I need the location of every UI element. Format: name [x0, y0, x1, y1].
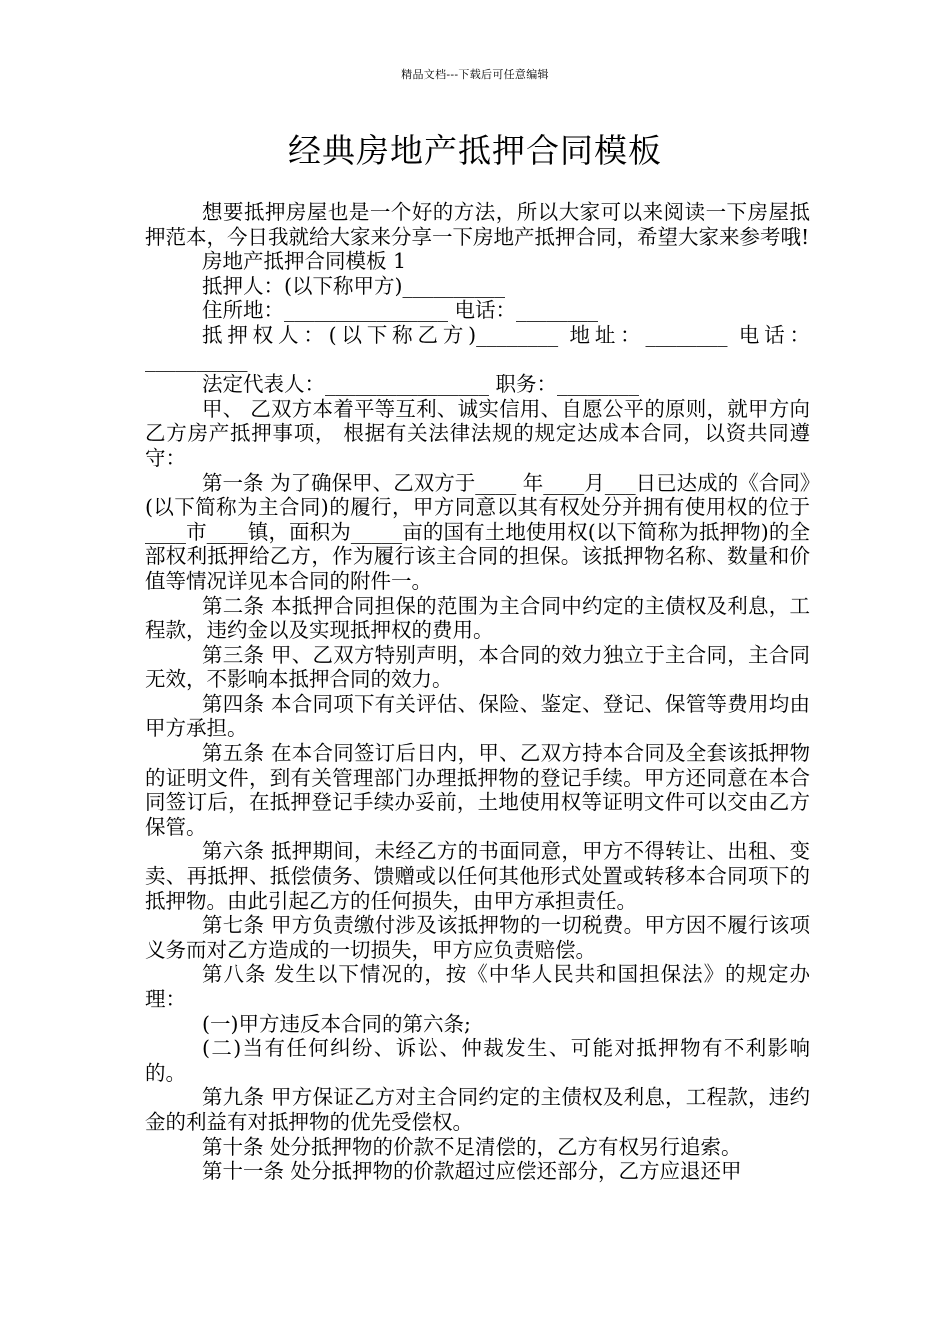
article-8-item-2: (二)当有任何纠纷、诉讼、仲裁发生、可能对抵押物有不利影响的。	[145, 1036, 810, 1085]
mortgagee-line: 抵押权人：(以下称乙方)________ 地址：________ 电话：__________	[145, 322, 810, 372]
preamble-paragraph: 甲、 乙双方本着平等互利、诚实信用、自愿公平的原则，就甲方向乙方房产抵押事项， 根据有关法律法规的规定达成本合同，以资共同遵守：	[145, 396, 810, 470]
document-title: 经典房地产抵押合同模板	[288, 131, 662, 170]
article-8-item-1: (一)甲方违反本合同的第六条;	[202, 1011, 471, 1036]
mortgagor-line: 抵押人：(以下称甲方)__________	[202, 273, 505, 298]
article-8: 第八条 发生以下情况的，按《中华人民共和国担保法》的规定办理：	[145, 962, 810, 1011]
article-7: 第七条 甲方负责缴付涉及该抵押物的一切税费。甲方因不履行该项义务而对乙方造成的一切损失，甲方应负责赔偿。	[145, 913, 810, 962]
address-line: 住所地：________________ 电话：________	[202, 298, 599, 323]
article-1: 第一条 为了确保甲、乙双方于____ 年____月___日已达成的《合同》(以下简称为主合同)的履行，甲方同意以其有权处分并拥有使用权的位于____市____镇，面积为_____亩的国有土地使用权(以下简称为抵押物)的全部权利抵押给乙方，作为履行该主合同的担保。该抵押物名称、数量和价值等情况详见本合同的附件一。	[145, 470, 810, 593]
page-header: 精品文档---下载后可任意编辑	[401, 68, 549, 81]
article-11: 第十一条 处分抵押物的价款超过应偿还部分，乙方应退还甲	[202, 1159, 742, 1184]
article-2: 第二条 本抵押合同担保的范围为主合同中约定的主债权及利息，工程款，违约金以及实现抵押权的费用。	[145, 593, 810, 643]
article-3: 第三条 甲、乙双方特别声明，本合同的效力独立于主合同，主合同无效，不影响本抵押合同的效力。	[145, 642, 810, 692]
article-10: 第十条 处分抵押物的价款不足清偿的，乙方有权另行追索。	[202, 1134, 742, 1159]
intro-paragraph: 想要抵押房屋也是一个好的方法，所以大家可以来阅读一下房屋抵押范本，今日我就给大家来分享一下房地产抵押合同，希望大家来参考哦!	[145, 200, 810, 249]
article-5: 第五条 在本合同签订后日内，甲、乙双方持本合同及全套该抵押物的证明文件，到有关管理部门办理抵押物的登记手续。甲方还同意在本合同签订后，在抵押登记手续办妥前，土地使用权等证明文件可以交由乙方保管。	[145, 741, 810, 839]
legal-representative-line: 法定代表人：________________ 职务：________	[202, 372, 640, 397]
article-4: 第四条 本合同项下有关评估、保险、鉴定、登记、保管等费用均由甲方承担。	[145, 691, 810, 741]
article-9: 第九条 甲方保证乙方对主合同约定的主债权及利息，工程款，违约金的利益有对抵押物的优先受偿权。	[145, 1085, 810, 1134]
article-6: 第六条 抵押期间，未经乙方的书面同意，甲方不得转让、出租、变卖、再抵押、抵偿债务、馈赠或以任何其他形式处置或转移本合同项下的抵押物。由此引起乙方的任何损失，由甲方承担责任。	[145, 839, 810, 913]
document-body	[145, 200, 810, 1184]
template-heading: 房地产抵押合同模板 1	[202, 249, 407, 274]
